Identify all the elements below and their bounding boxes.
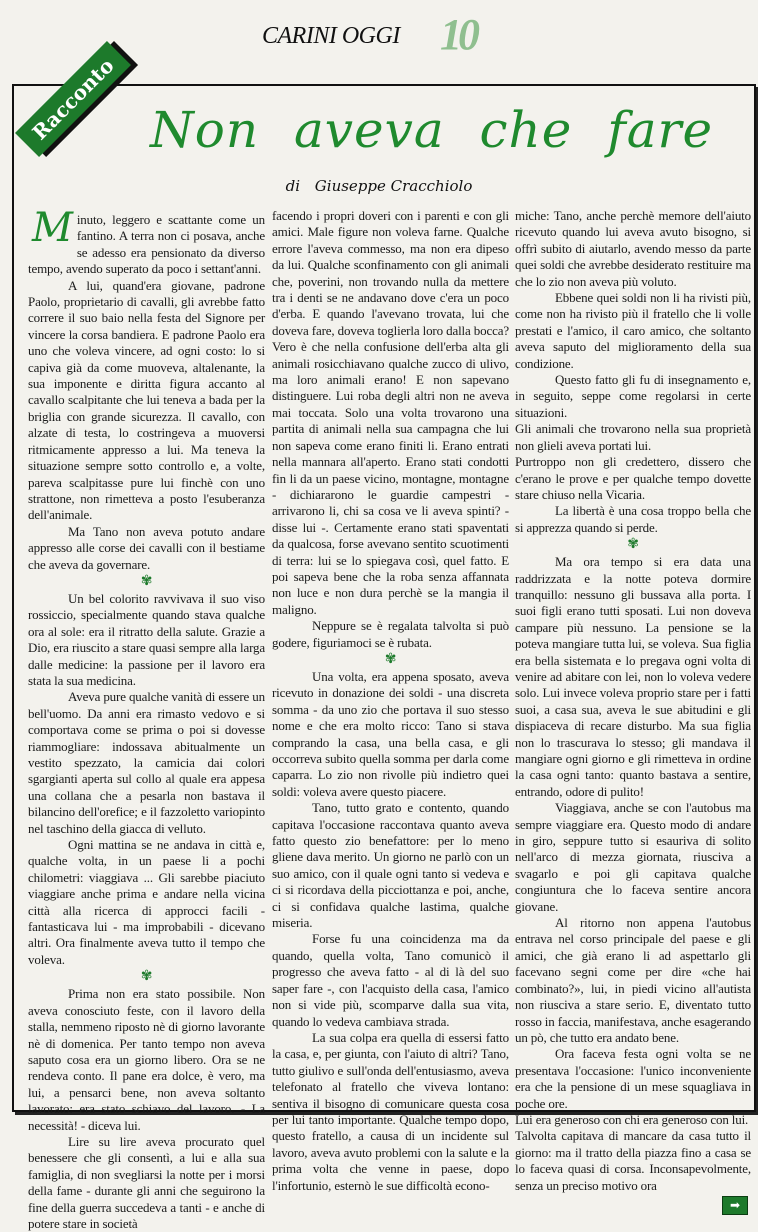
- byline-prefix: di: [285, 177, 301, 195]
- paragraph: Ma Tano non aveva potuto andare appresso alle corse dei cavalli con il bestiame che aveva da governare.: [28, 523, 265, 572]
- paragraph: Purtroppo non gli credettero, dissero che c'erano le prove e per qualche tempo dovette stare chiuso nella Vicaria.: [515, 454, 751, 502]
- article-title: Non aveva che fare: [150, 101, 714, 159]
- paragraph: Ma ora tempo si era data una raddrizzata e la notte poteva dormire tranquillo: nessuno gli bussava alla porta. I suoi figli erano tutti sposati. Lui non doveva campare più nessuno. La pensione se la poteva mangiare tutta lui, se voleva. Sua figlia era bella sistemata e lo pregava ogni volta di venire ad abitare con lei, non lo voleva vedere solo. Lui invece voleva proprio stare per i fatti suoi, a casa sua, aveva le sue abitudini e gli dispiaceva di recare disturbo. Ma sua figlia non lo trascurava lo stesso; gli mandava il mangiare ogni giorno e gli rimetteva in ordine la casa ogni tanto: quanto bastava a sentire, entrando, odore di pulito!: [515, 554, 751, 799]
- paragraph: facendo i propri doveri con i parenti e con gli amici. Male figure non voleva farne. Qualche errore l'aveva commesso, ma non era dipeso da lui. Qualche sconfinamento con gli animali che, poverini, non trovando nulla da mettere tra i denti se ne andavano dove c'era un poco d'erba. E quando l'avevano trovata, lui che doveva fare, doveva toglierla loro dalla bocca? Vero è che nella confusione dell'erba alta gli animali rosicchiavano qualche zucco di ulivo, ma loro animali erano! E non sapevano distinguere. Lui roba degli altri non ne aveva mai toccata. Solo una volta trovarono una partita di animali nella sua campagna che lui non sapeva come erano finiti li. Erano entrati nella mannara all'aperto. Erano stati condotti fin li da un paese vicino, montagne, montagne - dichiararono le guardie campestri - arrivarono li, chi sa cosa ve li aveva spinti? - disse lui -. Certamente erano stati spaventati da qualcosa, forse avevano sentito scuotimenti di terra: lui se lo spiegava così, quel fatto. E poi sapeva bene che la roba senza affannata non luce e non dura perchè se la mangia il maligno.: [272, 208, 509, 617]
- section-tag: Racconto: [15, 41, 131, 157]
- paragraph: Lui era generoso con chi era generoso con lui.: [515, 1111, 749, 1127]
- separator-flower-icon: ✾: [384, 651, 397, 667]
- paragraph: La libertà è una cosa troppo bella che si apprezza quando si perde.: [515, 503, 751, 535]
- byline: [0, 176, 758, 196]
- paragraph: Una volta, era appena sposato, aveva ricevuto in donazione dei soldi - una discreta somma - da uno zio che portava il suo stesso nome e che era molto ricco: Tano si stava comprando la casa, una bella casa, e gli occorreva subito quella somma per darla come caparra. Lo zio non rivolle più indietro quei soldi: voleva avere questo piacere.: [272, 668, 509, 799]
- paragraph: Prima non era stato possibile. Non aveva conosciuto feste, con il lavoro della stalla, nemmeno riposto nè di giorno lavorante nè di domenica. Per tanto tempo non aveva saputo cosa era un giorno libero. Ora se ne rendeva conto. Il pane era dolce, è vero, ma lui, a pensarci bene, non aveva soltanto lavorato: era stato schiavo del lavoro. - La necessità! - diceva lui.: [28, 986, 265, 1133]
- column-3: [515, 208, 751, 1194]
- column-1: [28, 205, 265, 1232]
- paragraph: La sua colpa era quella di essersi fatto la casa, e, per giunta, con l'aiuto di altri? Tano, tutto giulivo e sull'onda dell'entusiasmo, aveva telefonato al fratello che viveva lontano: sentiva il bisogno di comunicare questa cosa per lui tanto importante. Qualche tempo dopo, questo fratello, a causa di un incidente sul lavoro, aveva avuto problemi con la salute e la prima volta che venne in paese, dopo l'infortunio, esternò le sue difficoltà econo-: [272, 1029, 509, 1193]
- paragraph: Lire su lire aveva procurato quel benessere che gli consentì, a lui e alla sua famiglia, di non svegliarsi la notte per i morsi della fame - durante gli anni che seguirono la fine della guerra succedeva a tanti - e anche di potere stare in società: [28, 1133, 265, 1231]
- paragraph: Tano, tutto grato e contento, quando capitava l'occasione raccontava quanto aveva fatto questo zio benefattore: per lo meno gliene dava merito. Un giorno ne parlò con un suo amico, con il quale ogni tanto si vedeva e ci si ricordava della picciottanza e poi, anche, ci si confidava qualche lastima, qualche miseria.: [272, 800, 509, 931]
- paragraph: Viaggiava, anche se con l'autobus ma sempre viaggiare era. Questo modo di andare in giro, seppure tutto si esauriva di solito nell'arco di mezza giornata, riusciva a svagarlo e poi gli capitava qualche congiuntura che lo faceva sentire ancora giovane.: [515, 800, 751, 914]
- paragraph: Neppure se è regalata talvolta si può godere, figuriamoci se è rubata.: [272, 618, 509, 650]
- paragraph: Ora faceva festa ogni volta se ne presentava l'occasione: l'unico inconveniente era che la pensione di un mese squagliava in poche ore.: [515, 1046, 751, 1111]
- paragraph: Gli animali che trovarono nella sua proprietà non glieli aveva portati lui.: [515, 421, 751, 453]
- paragraph: miche: Tano, anche perchè memore dell'aiuto ricevuto quando lui aveva avuto bisogno, si offrì subito di aiutarlo, avendo messo da parte quei soldi che avrebbe desiderato restituire ma che lo zio non aveva più voluto.: [515, 208, 751, 289]
- paragraph: Talvolta capitava di mancare da casa tutto il giorno: ma il tratto della piazza fino a casa se lo faceva quasi di corsa. Inconsapevolmente, senza un preciso motivo ora: [515, 1128, 751, 1193]
- column-2: [272, 208, 509, 1194]
- separator-flower-icon: ✾: [140, 573, 153, 589]
- paragraph: Ogni mattina se ne andava in città e, qualche volta, in un paese li a pochi chilometri: viaggiava ... Gli sarebbe piaciuto viaggiare anche prima e andare nella vicina città alla ricerca di approcci facili - fantasticava lui - ma improbabili - dicevano altri. Ora finalmente aveva tutto il tempo che voleva.: [28, 837, 265, 967]
- author-name: Giuseppe Cracchiolo: [314, 177, 473, 195]
- paragraph: A lui, quand'era giovane, padrone Paolo, proprietario di cavalli, gli avrebbe fatto correre il suo baio nella festa del Signore per vincere la corsa bandiera. E padrone Paolo era uno che voleva vincere, ad ogni costo: lo si capiva già da come muoveva, altalenante, la sua imponente e diritta figura accanto al cavallo scalpitante che lui teneva a bada per la briglia con grande sicurezza. Il cavallo, con alzate di testa, lo costringeva a muoversi ritmicamente appresso a lui. Ma teneva la situazione sempre sotto controllo e, a volte, pareva scalpitasse pure lui finchè con uno strattone, non rimetteva a posto l'esuberanza dell'animale.: [28, 277, 265, 523]
- paragraph: Forse fu una coincidenza ma da quando, quella volta, Tano comunicò il progresso che aveva fatto - al di là del suo saper fare -, con l'acquisto della casa, l'amico non si vide più, scomparve dalla sua vita, quando lo vedeva cambiava strada.: [272, 931, 509, 1029]
- paragraph: [28, 205, 265, 278]
- continue-arrow-icon[interactable]: ➡: [722, 1196, 748, 1215]
- paragraph: Un bel colorito ravvivava il suo viso rossiccio, specialmente quando stava qualche ora al sole: era il ritratto della salute. Grazie a Dio, era riuscito a stare quasi sempre alla larga dalle medicine: la passione per il lavoro era stata la sua medicina.: [28, 590, 265, 688]
- separator-flower-icon: ✾: [627, 537, 639, 553]
- paragraph: Aveva pure qualche vanità di essere un bell'uomo. Da anni era rimasto vedovo e si comportava come se prima o poi si dovesse riammogliare: indossava abitualmente un vestito spezzato, la camicia dai colori sgargianti aperta sul collo al quale era appesa una collana che a pesarla non bastava il bilancino dell'orefice; e il fazzoletto variopinto nel taschino della giacca di velluto.: [28, 689, 265, 836]
- paragraph-text: inuto, leggero e scattante come un fantino. A terra non ci posava, anche se adesso era pensionato da diverso tempo, avendo superato da poco i settant'anni.: [28, 212, 265, 277]
- page-number: 10: [440, 10, 476, 59]
- paragraph: Questo fatto gli fu di insegnamento e, in seguito, seppe come regolarsi in certe situazioni.: [515, 372, 751, 420]
- paragraph: Al ritorno non appena l'autobus entrava nel corso principale del paese e gli amici, che già erano li ad aspettarlo gli facevano segni come per dire «che hai combinato?», lui, in piedi vicino all'autista non riusciva a stare serio. E, diventato tutto rosso in faccia, manifestava, anche esagerando un pò, che tutto era andato bene.: [515, 915, 752, 1045]
- separator-flower-icon: ✾: [140, 969, 153, 985]
- drop-cap: M: [32, 205, 73, 251]
- paragraph: Ebbene quei soldi non li ha rivisti più, come non ha rivisto più il fratello che li volle prestati e l'amico, il caro amico, che soltanto aveva saputo del miglioramento della sua condizione.: [515, 290, 751, 371]
- publication-name: CARINI OGGI: [262, 23, 400, 49]
